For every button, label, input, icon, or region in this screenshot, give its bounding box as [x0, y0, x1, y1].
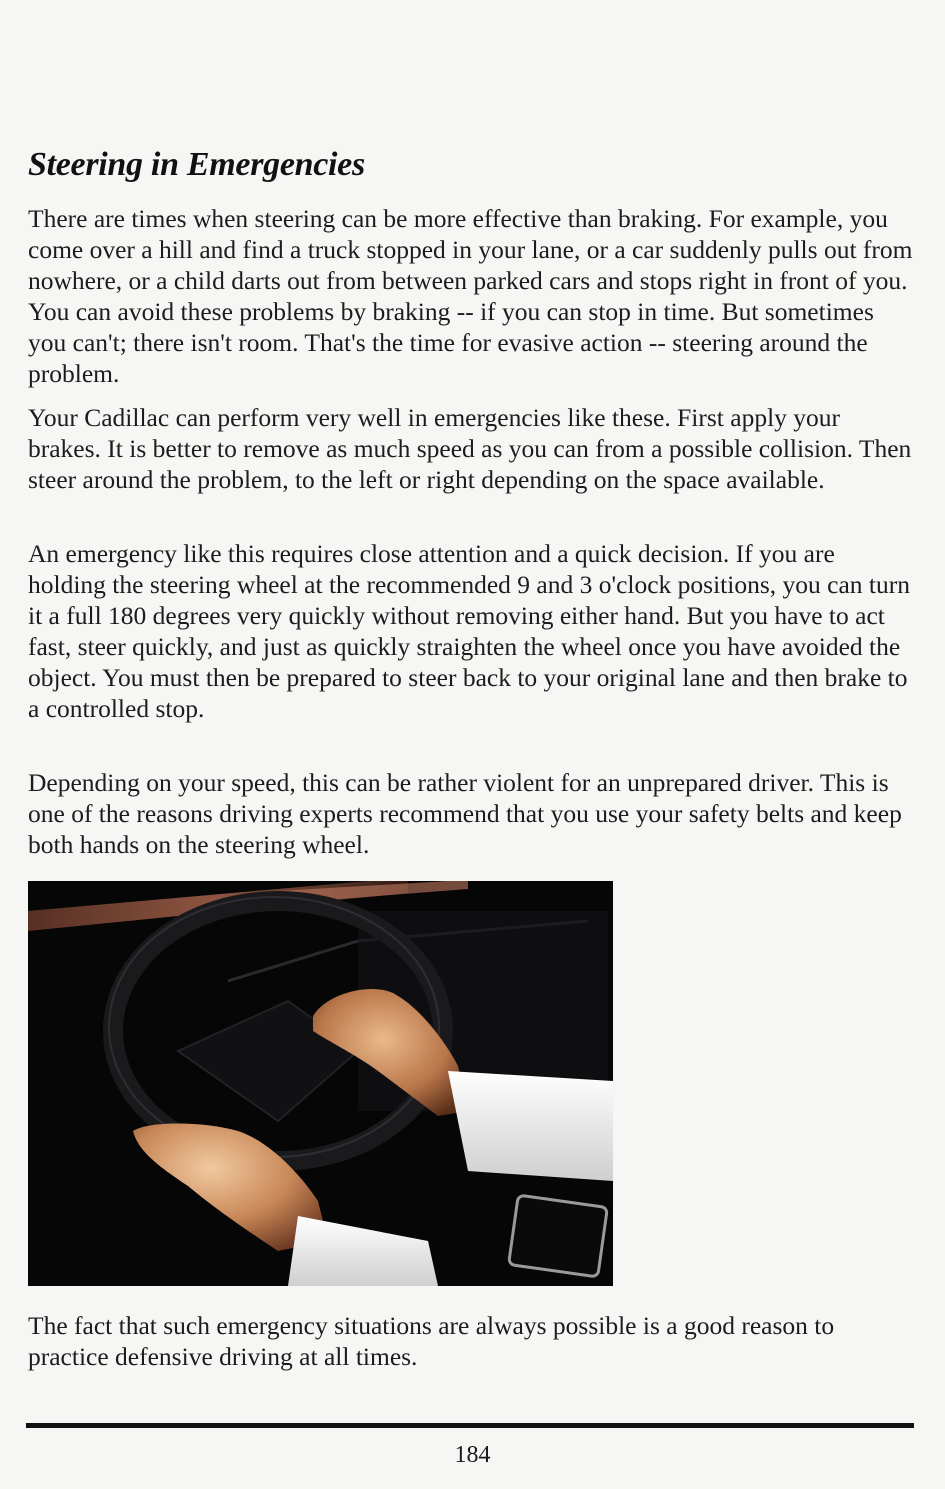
page-number: 184 [454, 1442, 491, 1468]
steering-wheel-photo [28, 881, 613, 1286]
paragraph-2: Your Cadillac can perform very well in emergencies like these. First apply your brakes. It is better to remove as much speed as you can from a possible collision. Then steer around the problem, to the left or right depending on the space available. [28, 403, 912, 494]
section-title: Steering in Emergencies [28, 146, 365, 183]
paragraph-3: An emergency like this requires close attention and a quick decision. If you are holding the steering wheel at the recommended 9 and 3 o'clock positions, you can turn it a full 180 degrees very quickly without removing either hand. But you have to act fast, steer quickly, and just as quickly straighten the wheel once you have avoided the object. You must then be prepared to steer back to your original lane and then brake to a controlled stop. [28, 539, 910, 723]
steering-wheel-hands-icon [28, 881, 613, 1286]
footer-rule [26, 1423, 914, 1428]
paragraph-5: The fact that such emergency situations are always possible is a good reason to practice defensive driving at all times. [28, 1311, 835, 1371]
paragraph-4: Depending on your speed, this can be rather violent for an unprepared driver. This is one of the reasons driving experts recommend that you use your safety belts and keep both hands on the steering wheel. [28, 768, 902, 859]
paragraph-1: There are times when steering can be more effective than braking. For example, you come over a hill and find a truck stopped in your lane, or a car suddenly pulls out from nowhere, or a child darts out from between parked cars and stops right in front of you. You can avoid these problems by braking -- if you can stop in time. But sometimes you can't; there isn't room. That's the time for evasive action -- steering around the problem. [28, 204, 913, 388]
